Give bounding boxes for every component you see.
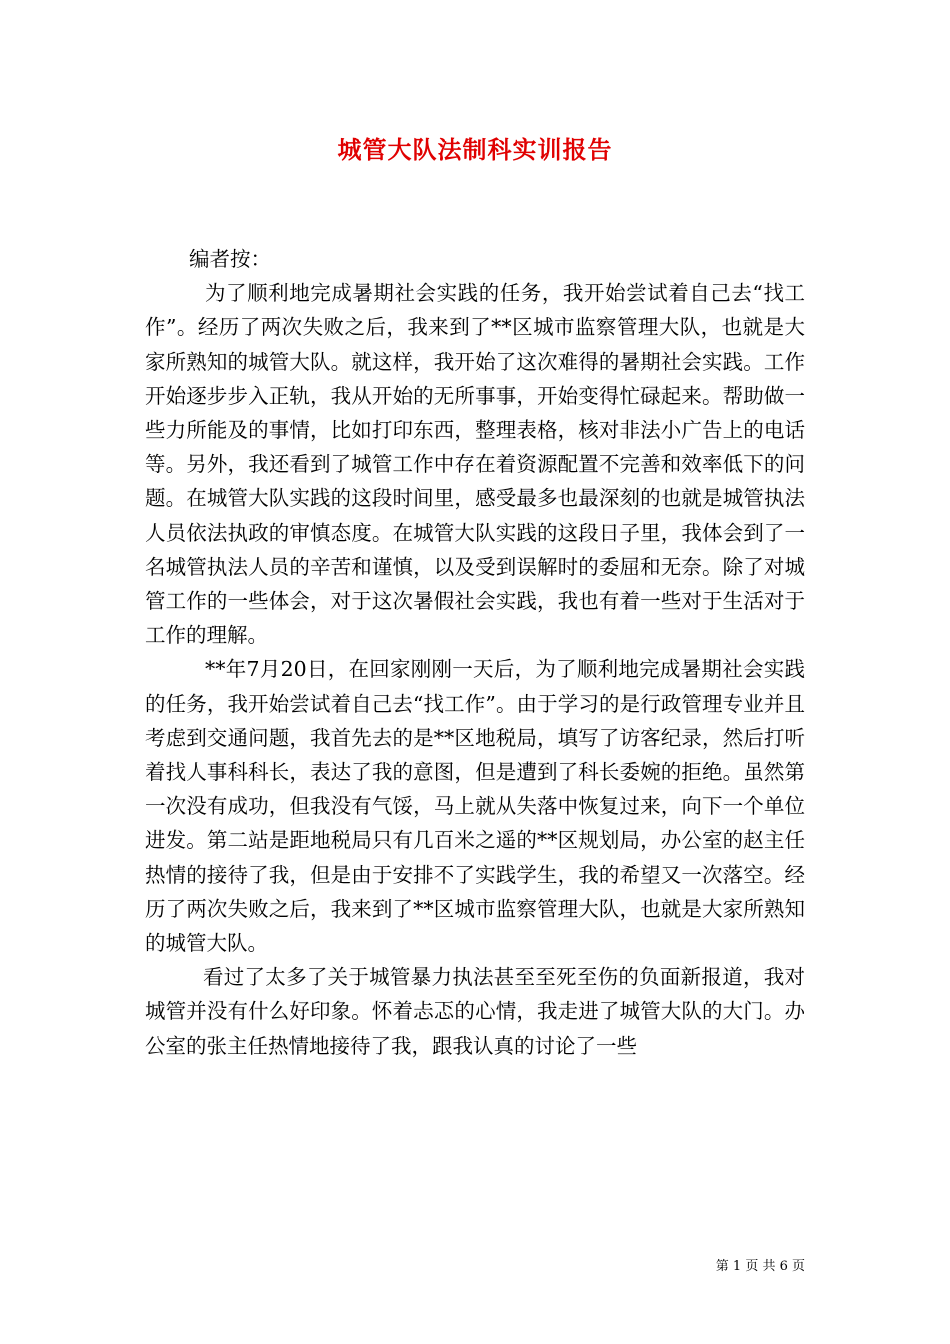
page-number-footer: 第 1 页 共 6 页 (715, 1259, 805, 1274)
body-paragraph-3: 看过了太多了关于城管暴力执法甚至至死至伤的负面新报道，我对城管并没有什么好印象。怀着忐忑的心情，我走进了城管大队的大门。办公室的张主任热情地接待了我，跟我认真的讨论了一些 (145, 965, 805, 1058)
document-title: 城管大队法制科实训报告 (337, 135, 613, 164)
body-paragraph-2: **年7月20日，在回家刚刚一天后，为了顺利地完成暑期社会实践的任务，我开始尝试着自己去“找工作”。由于学习的是行政管理专业并且考虑到交通问题，我首先去的是**区地税局，填写了访客纪录，然后打听着找人事科科长，表达了我的意图，但是遭到了科长委婉的拒绝。虽然第一次没有成功，但我没有气馁，马上就从失落中恢复过来，向下一个单位进发。第二站是距地税局只有几百米之遥的**区规划局，办公室的赵主任热情的接待了我，但是由于安排不了实践学生，我的希望又一次落空。经历了两次失败之后，我来到了**区城市监察管理大队，也就是大家所熟知的城管大队。 (145, 657, 805, 956)
body-paragraph-1: 为了顺利地完成暑期社会实践的任务，我开始尝试着自己去“找工作”。经历了两次失败之后，我来到了**区城市监察管理大队，也就是大家所熟知的城管大队。就这样，我开始了这次难得的暑期社会实践。工作开始逐步步入正轨，我从开始的无所事事，开始变得忙碌起来。帮助做一些力所能及的事情，比如打印东西，整理表格，核对非法小广告上的电话等。另外，我还看到了城管工作中存在着资源配置不完善和效率低下的问题。在城管大队实践的这段时间里，感受最多也最深刻的也就是城管执法人员依法执政的审慎态度。在城管大队实践的这段日子里，我体会到了一名城管执法人员的辛苦和谨慎，以及受到误解时的委屈和无奈。除了对城管工作的一些体会，对于这次暑假社会实践，我也有着一些对于生活对于工作的理解。 (145, 281, 805, 648)
editor-note-label: 编者按： (189, 247, 271, 271)
document-body (145, 242, 805, 1063)
